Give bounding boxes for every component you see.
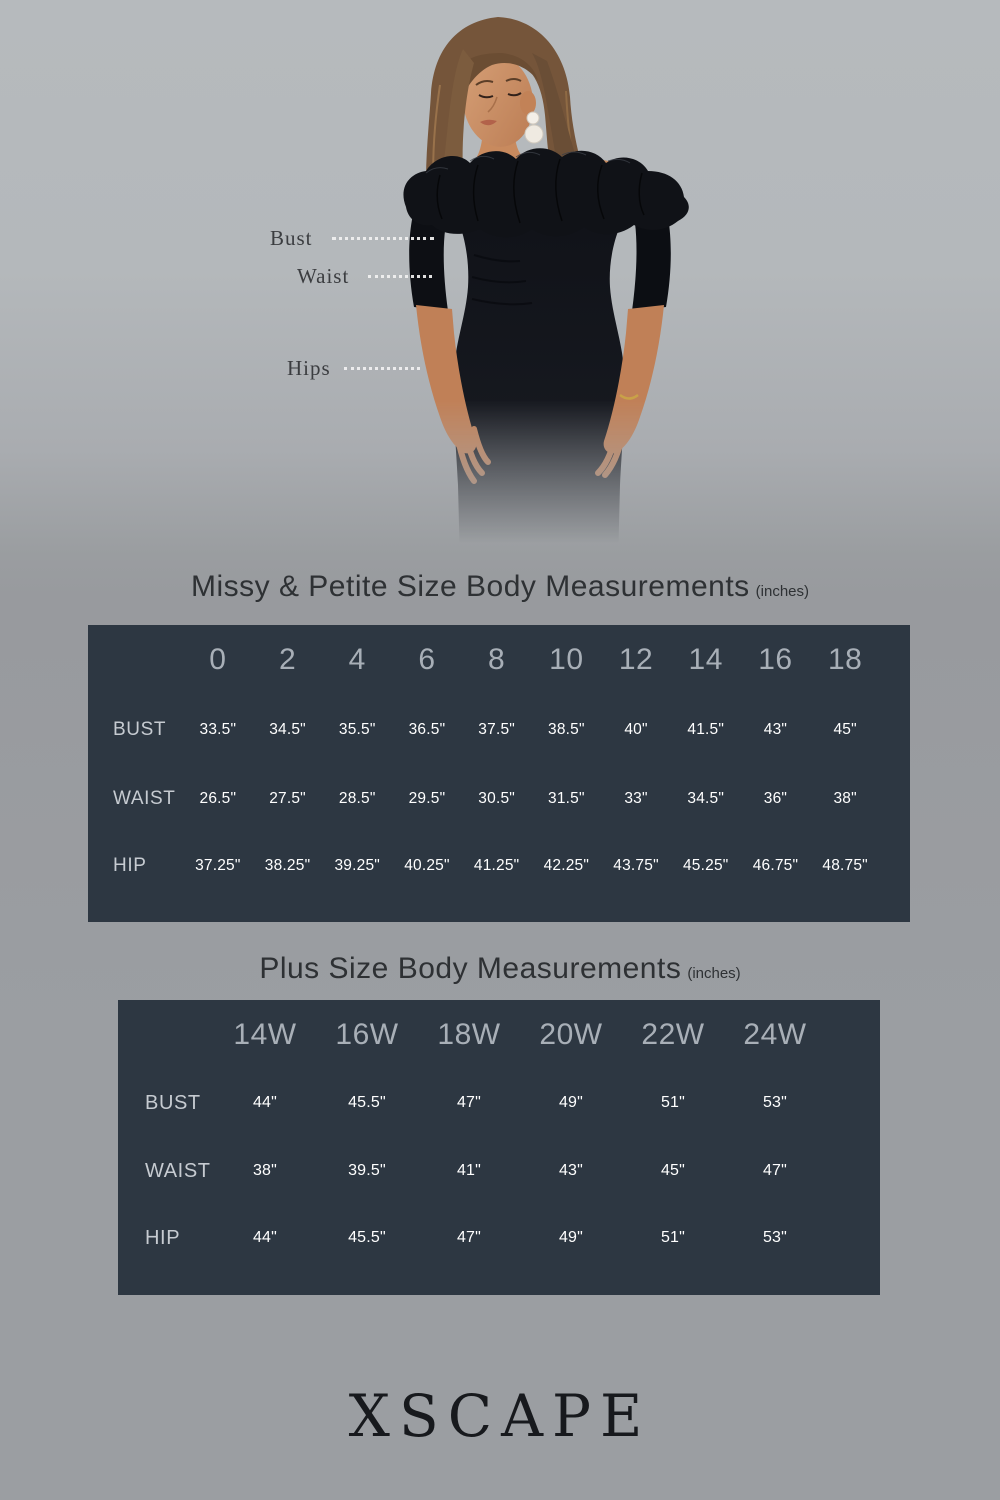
measurement-value: 43.75": [613, 857, 659, 874]
size-column-header: 18W: [437, 1018, 501, 1051]
measurement-value: 47": [762, 1162, 788, 1179]
measurement-value: 31.5": [548, 790, 585, 807]
missy-size-table: [88, 625, 910, 922]
measurement-value: 42.25": [543, 857, 590, 874]
plus-unit-note: (inches): [687, 965, 741, 982]
measurement-value: 46.75": [752, 857, 799, 874]
table-corner: [88, 625, 183, 695]
measurement-value: 53": [762, 1229, 788, 1246]
measurement-value: 29.5": [408, 790, 446, 807]
measurement-value: 38.5": [548, 721, 585, 738]
row-label: HIP: [145, 1226, 181, 1249]
hips-dotted-line: [344, 367, 420, 370]
size-column-header: 6: [418, 643, 436, 676]
measurement-value: 38.25": [264, 857, 311, 874]
bust-dotted-line: [332, 237, 434, 240]
measurement-value: 53": [762, 1094, 788, 1111]
model-illustration: [370, 15, 710, 565]
size-column-header: 18: [827, 643, 863, 676]
measurement-value: 35.5": [338, 721, 376, 738]
size-column-header: 24W: [743, 1018, 807, 1051]
hips-label: Hips: [287, 356, 331, 380]
row-label: WAIST: [145, 1159, 211, 1182]
measurement-value: 30.5": [478, 790, 515, 807]
plus-size-table: [118, 1000, 880, 1295]
measurement-value: 39.25": [334, 857, 380, 874]
measurement-value: 34.5": [269, 721, 306, 738]
missy-unit-note: (inches): [755, 583, 810, 600]
measurement-value: 45.25": [682, 857, 729, 874]
size-column-header: 10: [549, 643, 584, 676]
measurement-value: 44": [252, 1229, 278, 1246]
measurement-value: 41": [456, 1162, 482, 1179]
measurement-value: 33": [624, 790, 648, 807]
measurement-value: 38": [252, 1162, 278, 1179]
size-column-header: 4: [348, 643, 366, 676]
plus-section-title: [0, 952, 1000, 986]
model-photo: [370, 15, 710, 565]
measurement-value: 48.75": [822, 857, 868, 874]
waist-label: Waist: [297, 264, 350, 288]
measurement-value: 40.25": [404, 857, 450, 874]
measurement-value: 45.5": [348, 1094, 386, 1111]
measurement-value: 49": [558, 1094, 584, 1111]
waist-dotted-line: [368, 275, 432, 278]
size-column-header: 16W: [335, 1018, 399, 1051]
size-column-header: 14W: [233, 1018, 297, 1051]
size-column-header: 14: [688, 643, 723, 676]
missy-section-title: [0, 570, 1000, 604]
measurement-value: 45": [660, 1162, 686, 1179]
measurement-value: 27.5": [269, 790, 306, 807]
table-corner: [118, 1000, 214, 1070]
measurement-value: 45": [833, 721, 857, 738]
bust-label: Bust: [270, 226, 313, 250]
measurement-value: 36": [763, 790, 788, 807]
measurement-value: 40": [624, 721, 648, 738]
model-earring: [525, 112, 543, 143]
measurement-value: 51": [660, 1229, 686, 1246]
measurement-value: 45.5": [348, 1229, 386, 1246]
size-column-header: 20W: [539, 1018, 603, 1051]
measurement-value: 37.25": [195, 857, 241, 874]
size-column-header: 0: [209, 643, 227, 676]
measurement-value: 44": [252, 1094, 278, 1111]
measurement-value: 38": [833, 790, 857, 807]
dress-body: [450, 198, 632, 565]
measurement-value: 47": [456, 1229, 482, 1246]
measurement-value: 39.5": [348, 1162, 386, 1179]
measurement-value: 26.5": [199, 790, 237, 807]
measurement-value: 41.5": [687, 721, 725, 738]
row-label: BUST: [145, 1091, 201, 1114]
dress-ruffle: [403, 148, 688, 237]
measurement-value: 36.5": [408, 721, 446, 738]
brand-logo: XSCAPE: [348, 1382, 652, 1450]
measurement-value: 37.5": [478, 721, 515, 738]
size-column-header: 8: [488, 643, 506, 676]
measurement-value: 41.25": [473, 857, 520, 874]
plus-title-text: Plus Size Body Measurements: [259, 952, 682, 985]
measurement-value: 43": [763, 721, 788, 738]
measurement-value: 34.5": [687, 790, 725, 807]
row-label: HIP: [113, 855, 147, 876]
measurement-value: 28.5": [338, 790, 376, 807]
size-column-header: 22W: [641, 1018, 705, 1051]
missy-title-text: Missy & Petite Size Body Measurements: [190, 570, 750, 603]
size-column-header: 16: [758, 643, 793, 676]
size-column-header: 12: [618, 643, 654, 676]
measurement-value: 47": [456, 1094, 482, 1111]
measurement-value: 33.5": [199, 721, 237, 738]
size-column-header: 2: [278, 643, 297, 676]
measurement-value: 49": [558, 1229, 584, 1246]
measurement-value: 51": [660, 1094, 686, 1111]
row-label: WAIST: [113, 788, 176, 809]
row-label: BUST: [113, 719, 167, 740]
measurement-value: 43": [558, 1162, 584, 1179]
